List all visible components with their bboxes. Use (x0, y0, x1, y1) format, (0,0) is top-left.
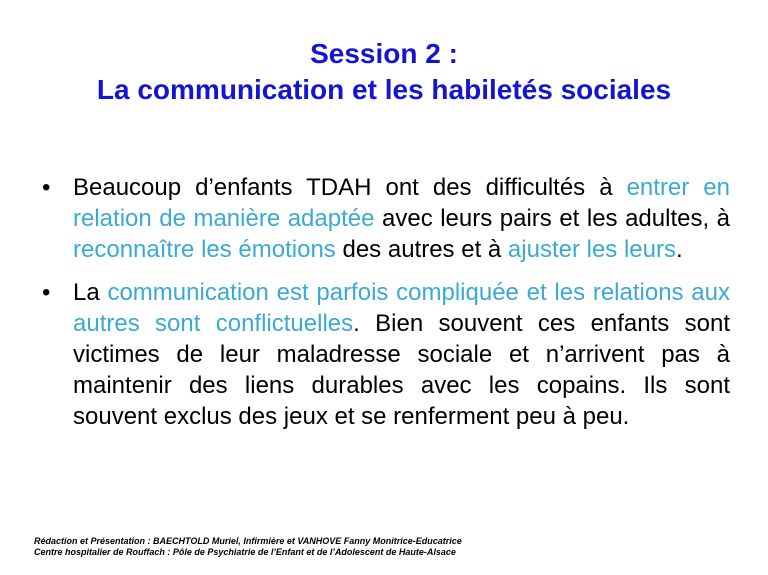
highlighted-text: ajuster les leurs (507, 236, 676, 263)
highlighted-text: entrer en relation de manière adaptée (73, 174, 730, 232)
text-segment: . Bien souvent ces enfants sont victimes de leur maladresse sociale et n’arrivent pas à maintenir des liens durables avec les copains. Ils sont souvent exclus des jeux et se renferment peu à peu. (73, 310, 730, 430)
highlighted-text: reconnaître les émotions (73, 236, 336, 263)
text-segment: . (676, 236, 683, 263)
bullet-item (42, 277, 730, 432)
bullet-text (73, 279, 730, 430)
title-line-1: Session 2 : (310, 38, 458, 69)
slide-title (0, 36, 768, 108)
bullet-dot: • (42, 174, 51, 201)
footer-line-2: Centre hospitalier de Rouffach : Pôle de Psychiatrie de l’Enfant et de l’Adolescent de Haute-Alsace (34, 547, 456, 557)
footer-credits (34, 536, 462, 558)
title-line-2: La communication et les habiletés sociales (96, 74, 672, 105)
bullet-text (73, 174, 730, 263)
text-segment: avec leurs pairs et les adultes, à (374, 205, 731, 232)
text-segment: Beaucoup d’enfants TDAH ont des difficultés à (73, 174, 627, 201)
bullet-dot: • (42, 279, 51, 306)
text-segment: des autres et à (335, 236, 508, 263)
text-segment: La (73, 279, 108, 306)
footer-line-1: Rédaction et Présentation : BAECHTOLD Muriel, Infirmière et VANHOVE Fanny Monitrice-Educatrice (34, 536, 462, 546)
bullet-item (42, 172, 730, 265)
bullet-list (42, 172, 730, 444)
highlighted-text: communication est parfois compliquée et les relations aux autres sont conflictuelles (73, 279, 730, 337)
